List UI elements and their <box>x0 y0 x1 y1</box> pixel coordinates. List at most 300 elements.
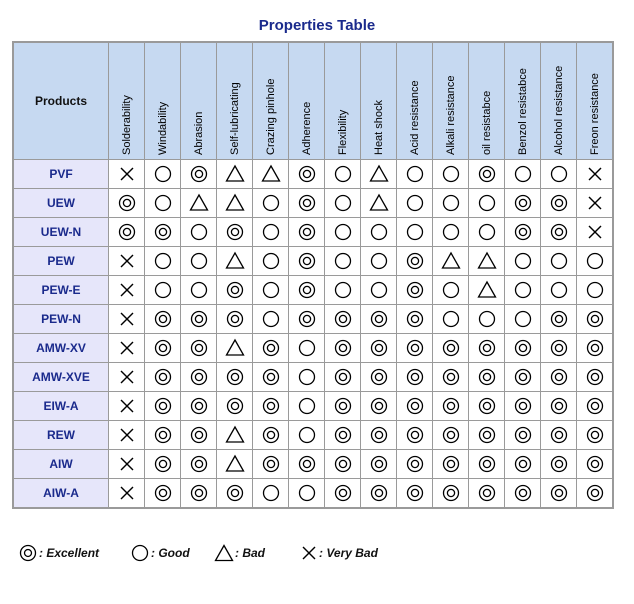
excellent-double-circle-icon <box>225 483 245 503</box>
excellent-double-circle-icon <box>585 483 605 503</box>
rating-cell <box>433 305 469 334</box>
excellent-double-circle-icon <box>153 396 173 416</box>
rating-cell <box>577 247 614 276</box>
good-circle-icon <box>441 280 461 300</box>
rating-cell <box>253 160 289 189</box>
excellent-double-circle-icon <box>297 222 317 242</box>
rating-cell <box>145 421 181 450</box>
rating-cell <box>181 334 217 363</box>
excellent-double-circle-icon <box>153 454 173 474</box>
bad-triangle-icon <box>369 193 389 213</box>
legend-bad-label: : Bad <box>235 546 265 560</box>
excellent-double-circle-icon <box>261 454 281 474</box>
excellent-double-circle-icon <box>513 193 533 213</box>
rating-cell <box>505 450 541 479</box>
rating-cell <box>289 421 325 450</box>
rating-cell <box>289 363 325 392</box>
good-circle-icon <box>333 193 353 213</box>
excellent-double-circle-icon <box>153 425 173 445</box>
rating-cell <box>253 479 289 509</box>
excellent-double-circle-icon <box>189 164 209 184</box>
very-bad-x-icon <box>117 483 137 503</box>
rating-cell <box>397 189 433 218</box>
excellent-double-circle-icon <box>369 309 389 329</box>
good-circle-icon <box>297 338 317 358</box>
excellent-double-circle-icon <box>153 222 173 242</box>
bad-triangle-icon <box>225 338 245 358</box>
table-row <box>13 392 613 421</box>
rating-cell <box>433 334 469 363</box>
excellent-double-circle-icon <box>549 338 569 358</box>
rating-cell <box>109 160 145 189</box>
rating-cell <box>361 189 397 218</box>
rating-cell <box>181 160 217 189</box>
bad-triangle-icon <box>369 164 389 184</box>
excellent-double-circle-icon <box>585 425 605 445</box>
rating-cell <box>181 392 217 421</box>
rating-cell <box>541 305 577 334</box>
good-circle-icon <box>153 193 173 213</box>
legend-good <box>130 544 190 562</box>
excellent-double-circle-icon <box>18 544 38 562</box>
excellent-double-circle-icon <box>477 425 497 445</box>
bad-triangle-icon <box>261 164 281 184</box>
header-row <box>13 42 613 160</box>
rating-cell <box>577 305 614 334</box>
very-bad-x-icon <box>117 454 137 474</box>
col-header-label: Alcohol resistance <box>552 65 565 155</box>
col-header-crazing-pinhole <box>253 42 289 160</box>
product-name: PEW-E <box>13 276 109 305</box>
excellent-double-circle-icon <box>513 222 533 242</box>
rating-cell <box>145 305 181 334</box>
table-body <box>13 160 613 509</box>
rating-cell <box>469 479 505 509</box>
excellent-double-circle-icon <box>549 396 569 416</box>
rating-cell <box>577 334 614 363</box>
product-name: AIW-A <box>13 479 109 509</box>
table-row <box>13 160 613 189</box>
very-bad-x-icon <box>117 251 137 271</box>
good-circle-icon <box>261 483 281 503</box>
excellent-double-circle-icon <box>225 367 245 387</box>
col-header-self-lubricating <box>217 42 253 160</box>
table-row <box>13 189 613 218</box>
rating-cell <box>433 421 469 450</box>
excellent-double-circle-icon <box>405 251 425 271</box>
rating-cell <box>505 392 541 421</box>
rating-cell <box>433 363 469 392</box>
legend-good-label: : Good <box>151 546 190 560</box>
rating-cell <box>469 334 505 363</box>
excellent-double-circle-icon <box>585 338 605 358</box>
excellent-double-circle-icon <box>153 309 173 329</box>
rating-cell <box>217 160 253 189</box>
product-name: AMW-XV <box>13 334 109 363</box>
excellent-double-circle-icon <box>189 483 209 503</box>
excellent-double-circle-icon <box>513 338 533 358</box>
table-row <box>13 218 613 247</box>
excellent-double-circle-icon <box>513 454 533 474</box>
rating-cell <box>433 160 469 189</box>
rating-cell <box>289 276 325 305</box>
table-row <box>13 334 613 363</box>
rating-cell <box>397 450 433 479</box>
good-circle-icon <box>297 425 317 445</box>
very-bad-x-icon <box>117 338 137 358</box>
rating-cell <box>541 160 577 189</box>
excellent-double-circle-icon <box>585 309 605 329</box>
rating-cell <box>253 218 289 247</box>
good-circle-icon <box>153 164 173 184</box>
rating-cell <box>109 479 145 509</box>
excellent-double-circle-icon <box>513 367 533 387</box>
col-header-label: Solderability <box>120 95 133 155</box>
table-row <box>13 276 613 305</box>
table-row <box>13 450 613 479</box>
rating-cell <box>505 247 541 276</box>
very-bad-x-icon <box>117 396 137 416</box>
rating-cell <box>541 421 577 450</box>
excellent-double-circle-icon <box>333 338 353 358</box>
rating-cell <box>397 392 433 421</box>
excellent-double-circle-icon <box>333 309 353 329</box>
rating-cell <box>289 450 325 479</box>
col-header-label: Crazing pinhole <box>264 78 277 155</box>
rating-cell <box>469 450 505 479</box>
rating-cell <box>469 421 505 450</box>
rating-cell <box>181 247 217 276</box>
rating-cell <box>469 189 505 218</box>
rating-cell <box>505 160 541 189</box>
rating-cell <box>217 334 253 363</box>
rating-cell <box>109 392 145 421</box>
good-circle-icon <box>333 280 353 300</box>
very-bad-x-icon <box>117 164 137 184</box>
excellent-double-circle-icon <box>477 164 497 184</box>
very-bad-x-icon <box>585 193 605 213</box>
rating-cell <box>541 334 577 363</box>
rating-cell <box>361 421 397 450</box>
excellent-double-circle-icon <box>513 483 533 503</box>
col-header-label: Self-lubricating <box>228 82 241 155</box>
rating-cell <box>217 450 253 479</box>
rating-cell <box>361 392 397 421</box>
col-header-label: Benzol resistabce <box>516 68 529 155</box>
good-circle-icon <box>585 251 605 271</box>
rating-cell <box>469 363 505 392</box>
excellent-double-circle-icon <box>369 483 389 503</box>
col-header-label: Acid resistance <box>408 80 421 155</box>
good-circle-icon <box>369 251 389 271</box>
rating-cell <box>145 363 181 392</box>
product-name: UEW <box>13 189 109 218</box>
good-circle-icon <box>261 251 281 271</box>
good-circle-icon <box>441 164 461 184</box>
rating-cell <box>253 421 289 450</box>
excellent-double-circle-icon <box>297 454 317 474</box>
product-name: AMW-XVE <box>13 363 109 392</box>
col-header-label: Heat shock <box>372 99 385 155</box>
excellent-double-circle-icon <box>549 367 569 387</box>
good-circle-icon <box>153 280 173 300</box>
good-circle-icon <box>513 251 533 271</box>
excellent-double-circle-icon <box>225 309 245 329</box>
good-circle-icon <box>477 193 497 213</box>
rating-cell <box>577 450 614 479</box>
rating-cell <box>325 334 361 363</box>
rating-cell <box>361 218 397 247</box>
rating-cell <box>289 392 325 421</box>
rating-cell <box>181 276 217 305</box>
excellent-double-circle-icon <box>189 338 209 358</box>
properties-table <box>12 41 614 509</box>
table-row <box>13 479 613 509</box>
rating-cell <box>361 276 397 305</box>
rating-cell <box>145 160 181 189</box>
excellent-double-circle-icon <box>405 280 425 300</box>
excellent-double-circle-icon <box>225 222 245 242</box>
rating-cell <box>217 247 253 276</box>
excellent-double-circle-icon <box>297 280 317 300</box>
excellent-double-circle-icon <box>549 454 569 474</box>
rating-cell <box>505 218 541 247</box>
rating-cell <box>325 189 361 218</box>
rating-cell <box>361 334 397 363</box>
bad-triangle-icon <box>225 251 245 271</box>
excellent-double-circle-icon <box>549 483 569 503</box>
excellent-double-circle-icon <box>549 425 569 445</box>
rating-cell <box>397 363 433 392</box>
rating-cell <box>253 247 289 276</box>
legend-excellent-label: : Excellent <box>39 546 100 560</box>
col-header-label: Windability <box>156 101 169 155</box>
rating-cell <box>325 247 361 276</box>
product-name: PEW <box>13 247 109 276</box>
excellent-double-circle-icon <box>405 309 425 329</box>
col-header-alkali-resistance <box>433 42 469 160</box>
rating-cell <box>505 363 541 392</box>
good-circle-icon <box>369 280 389 300</box>
rating-cell <box>577 479 614 509</box>
col-header-abrasion <box>181 42 217 160</box>
bad-triangle-icon <box>225 164 245 184</box>
excellent-double-circle-icon <box>477 483 497 503</box>
very-bad-x-icon <box>300 544 318 562</box>
rating-cell <box>433 450 469 479</box>
good-circle-icon <box>297 483 317 503</box>
good-circle-icon <box>130 544 150 562</box>
excellent-double-circle-icon <box>441 367 461 387</box>
rating-cell <box>289 218 325 247</box>
rating-cell <box>145 218 181 247</box>
excellent-double-circle-icon <box>189 454 209 474</box>
excellent-double-circle-icon <box>333 367 353 387</box>
excellent-double-circle-icon <box>261 338 281 358</box>
rating-cell <box>325 392 361 421</box>
products-header: Products <box>13 42 109 160</box>
excellent-double-circle-icon <box>369 425 389 445</box>
rating-cell <box>109 247 145 276</box>
rating-cell <box>325 305 361 334</box>
good-circle-icon <box>585 280 605 300</box>
excellent-double-circle-icon <box>117 193 137 213</box>
excellent-double-circle-icon <box>441 396 461 416</box>
excellent-double-circle-icon <box>189 367 209 387</box>
very-bad-x-icon <box>117 425 137 445</box>
good-circle-icon <box>261 222 281 242</box>
excellent-double-circle-icon <box>333 454 353 474</box>
col-header-benzol-resistance <box>505 42 541 160</box>
rating-cell <box>181 305 217 334</box>
excellent-double-circle-icon <box>405 367 425 387</box>
good-circle-icon <box>297 396 317 416</box>
rating-cell <box>181 218 217 247</box>
col-header-label: oil resistabce <box>480 90 493 155</box>
rating-cell <box>289 189 325 218</box>
good-circle-icon <box>549 164 569 184</box>
rating-cell <box>577 276 614 305</box>
rating-cell <box>361 247 397 276</box>
legend-very-bad-label: : Very Bad <box>319 546 378 560</box>
rating-cell <box>325 218 361 247</box>
good-circle-icon <box>369 222 389 242</box>
product-name: REW <box>13 421 109 450</box>
rating-cell <box>253 305 289 334</box>
excellent-double-circle-icon <box>369 454 389 474</box>
table-row <box>13 247 613 276</box>
rating-cell <box>325 421 361 450</box>
rating-cell <box>361 450 397 479</box>
rating-cell <box>253 363 289 392</box>
rating-cell <box>145 334 181 363</box>
rating-cell <box>541 247 577 276</box>
rating-cell <box>325 450 361 479</box>
excellent-double-circle-icon <box>261 367 281 387</box>
excellent-double-circle-icon <box>549 222 569 242</box>
rating-cell <box>541 363 577 392</box>
rating-cell <box>289 160 325 189</box>
product-name: UEW-N <box>13 218 109 247</box>
good-circle-icon <box>477 222 497 242</box>
excellent-double-circle-icon <box>477 454 497 474</box>
legend-bad <box>214 544 265 562</box>
col-header-label: Abrasion <box>192 111 205 155</box>
excellent-double-circle-icon <box>189 425 209 445</box>
col-header-flexibility <box>325 42 361 160</box>
rating-cell <box>289 334 325 363</box>
rating-cell <box>397 305 433 334</box>
excellent-double-circle-icon <box>585 367 605 387</box>
good-circle-icon <box>441 309 461 329</box>
excellent-double-circle-icon <box>333 396 353 416</box>
rating-cell <box>469 160 505 189</box>
good-circle-icon <box>405 222 425 242</box>
good-circle-icon <box>333 251 353 271</box>
rating-cell <box>397 334 433 363</box>
rating-cell <box>577 363 614 392</box>
col-header-acid-resistance <box>397 42 433 160</box>
good-circle-icon <box>441 193 461 213</box>
excellent-double-circle-icon <box>333 425 353 445</box>
rating-cell <box>109 276 145 305</box>
excellent-double-circle-icon <box>297 309 317 329</box>
rating-cell <box>181 189 217 218</box>
bad-triangle-icon <box>189 193 209 213</box>
rating-cell <box>217 189 253 218</box>
excellent-double-circle-icon <box>225 280 245 300</box>
rating-cell <box>217 479 253 509</box>
excellent-double-circle-icon <box>333 483 353 503</box>
rating-cell <box>217 218 253 247</box>
good-circle-icon <box>477 309 497 329</box>
rating-cell <box>217 305 253 334</box>
rating-cell <box>361 160 397 189</box>
good-circle-icon <box>189 222 209 242</box>
col-header-freon-resistance <box>577 42 614 160</box>
good-circle-icon <box>333 222 353 242</box>
excellent-double-circle-icon <box>441 338 461 358</box>
rating-cell <box>217 421 253 450</box>
rating-cell <box>145 247 181 276</box>
rating-cell <box>433 276 469 305</box>
rating-cell <box>181 421 217 450</box>
product-name: PVF <box>13 160 109 189</box>
excellent-double-circle-icon <box>405 483 425 503</box>
rating-cell <box>505 276 541 305</box>
rating-cell <box>145 479 181 509</box>
rating-cell <box>109 363 145 392</box>
table-row <box>13 305 613 334</box>
rating-cell <box>433 392 469 421</box>
good-circle-icon <box>549 251 569 271</box>
excellent-double-circle-icon <box>477 338 497 358</box>
rating-cell <box>397 479 433 509</box>
rating-cell <box>577 421 614 450</box>
good-circle-icon <box>189 251 209 271</box>
excellent-double-circle-icon <box>549 193 569 213</box>
rating-cell <box>289 305 325 334</box>
product-name: PEW-N <box>13 305 109 334</box>
bad-triangle-icon <box>441 251 461 271</box>
excellent-double-circle-icon <box>441 425 461 445</box>
excellent-double-circle-icon <box>585 454 605 474</box>
rating-cell <box>541 450 577 479</box>
very-bad-x-icon <box>117 309 137 329</box>
col-header-label: Alkali resistance <box>444 75 457 155</box>
rating-cell <box>577 218 614 247</box>
rating-cell <box>469 218 505 247</box>
excellent-double-circle-icon <box>369 338 389 358</box>
rating-cell <box>145 450 181 479</box>
excellent-double-circle-icon <box>405 396 425 416</box>
good-circle-icon <box>333 164 353 184</box>
rating-cell <box>109 305 145 334</box>
rating-cell <box>253 450 289 479</box>
col-header-windability <box>145 42 181 160</box>
bad-triangle-icon <box>225 425 245 445</box>
rating-cell <box>541 276 577 305</box>
good-circle-icon <box>261 193 281 213</box>
good-circle-icon <box>513 164 533 184</box>
good-circle-icon <box>153 251 173 271</box>
good-circle-icon <box>549 280 569 300</box>
rating-cell <box>397 218 433 247</box>
excellent-double-circle-icon <box>549 309 569 329</box>
rating-cell <box>217 276 253 305</box>
very-bad-x-icon <box>117 367 137 387</box>
rating-cell <box>541 218 577 247</box>
